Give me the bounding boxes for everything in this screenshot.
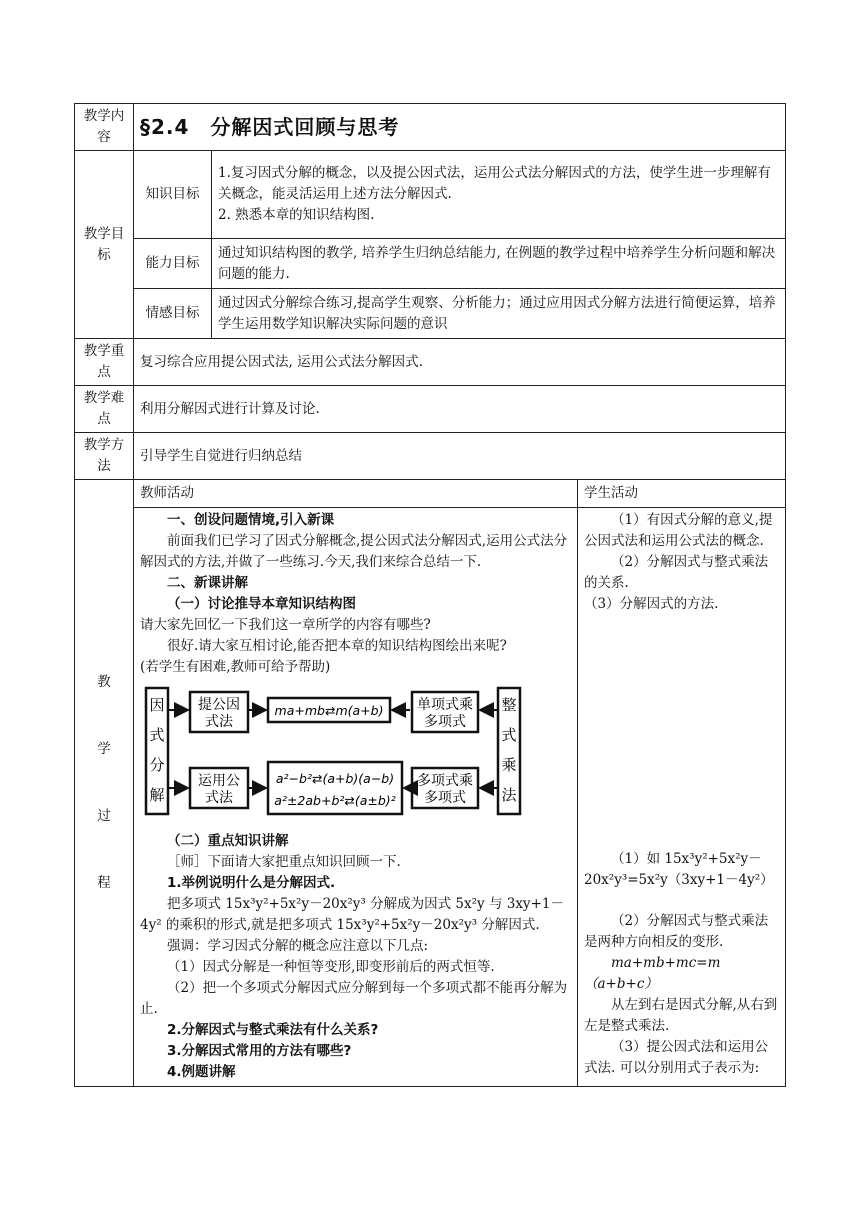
box-b-line1: 运用公	[198, 773, 240, 789]
knowledge-goal-line1: 1.复习因式分解的概念，以及提公因式法，运用公式法分解因式的方法，使学生进一步理解有关概念，能灵活运用上述方法分解因式.	[218, 165, 771, 202]
box-a-line2: 式法	[205, 714, 233, 730]
method-text: 引导学生自觉进行归纳总结	[134, 433, 786, 480]
focus-label: 教学重点	[75, 339, 134, 386]
box-d-line2: 多项式	[424, 790, 466, 806]
student-b5: （3）提公因式法和运用公式法. 可以分别用式子表示为:	[584, 1039, 769, 1076]
box-b-line2: 式法	[205, 790, 233, 806]
heading-3: 3.分解因式常用的方法有哪些?	[167, 1043, 352, 1059]
knowledge-goal-line2: 2. 熟悉本章的知识结构图.	[218, 207, 375, 223]
right-label-char: 乘	[501, 756, 517, 774]
left-label-char: 解	[149, 786, 165, 804]
example-a: 把多项式 15x³y²+5x²y－20x²y³ 分解成为因式 5x²y 与 3xy+1－4y² 的乘积的形式,就是把多项式 15x³y²+5x²y－20x²y³ 分解因式.	[140, 896, 564, 933]
point-2: （2）把一个多项式分解因式应分解到每一个多项式都不能再分解为止.	[140, 980, 568, 1017]
student-b1: （1）如 15x³y²+5x²y－20x²y³=5x²y（3xy+1－4y²）	[584, 851, 774, 888]
process-char: 程	[97, 875, 111, 891]
student-a2: （2）分解因式与整式乘法的关系.	[584, 554, 769, 591]
box-a-line1: 提公因	[198, 697, 240, 713]
section-2-sub2: （二）重点知识讲解	[167, 833, 289, 849]
stress-note: 强调：学习因式分解的概念应注意以下几点:	[167, 938, 429, 954]
heading-1: 1.举例说明什么是分解因式.	[167, 875, 336, 891]
student-activity-header: 学生活动	[578, 480, 786, 508]
goals-label: 教学目标	[75, 151, 134, 339]
question-1: 请大家先回忆一下我们这一章所学的内容有哪些?	[140, 617, 431, 633]
question-3: (若学生有困难,教师可给予帮助)	[140, 659, 331, 675]
difficulty-text: 利用分解因式进行计算及讨论.	[134, 386, 786, 433]
formula-2a: a²−b²⇄(a+b)(a−b)	[275, 771, 395, 786]
process-label	[75, 480, 134, 1087]
focus-text: 复习综合应用提公因式法, 运用公式法分解因式.	[134, 339, 786, 386]
process-char: 过	[97, 808, 111, 824]
student-b3: ma+mb+mc=m（a+b+c）	[584, 955, 721, 992]
knowledge-goal-text	[212, 151, 786, 239]
right-label-char: 式	[501, 726, 517, 744]
process-char: 教	[97, 674, 111, 690]
formula-2b: a²±2ab+b²⇄(a±b)²	[274, 793, 396, 808]
teacher-activity-header: 教师活动	[134, 480, 578, 508]
content-label: 教学内容	[75, 104, 134, 151]
teacher-activity-cell	[134, 508, 578, 1087]
ability-goal-text: 通过知识结构图的教学, 培养学生归纳总结能力, 在例题的教学过程中培养学生分析问题和解决问题的能力.	[212, 239, 786, 289]
knowledge-structure-diagram	[142, 686, 522, 818]
right-label-char: 整	[501, 696, 517, 714]
question-2: 很好.请大家互相讨论,能否把本章的知识结构图绘出来呢?	[167, 638, 507, 654]
lesson-title: §2.4 分解因式回顾与思考	[134, 104, 786, 151]
section-1-title: 一、创设问题情境,引入新课	[167, 512, 335, 528]
lesson-plan-table	[74, 103, 786, 1087]
box-c-line1: 单项式乘	[417, 697, 473, 713]
student-b4: 从左到右是因式分解,从右到左是整式乘法.	[584, 997, 778, 1034]
heading-2: 2.分解因式与整式乘法有什么关系?	[167, 1022, 379, 1038]
section-2-title: 二、新课讲解	[167, 575, 248, 591]
section-2-sub1: （一）讨论推导本章知识结构图	[167, 596, 356, 612]
student-a3: （3）分解因式的方法.	[584, 596, 719, 612]
heading-4: 4.例题讲解	[167, 1064, 236, 1080]
student-activity-cell	[578, 508, 786, 1087]
section-1-text: 前面我们已学习了因式分解概念,提公因式法分解因式,运用公式法分解因式的方法,并做了一些练习.今天,我们来综合总结一下.	[140, 533, 568, 570]
emotion-goal-text: 通过因式分解综合练习,提高学生观察、分析能力；通过应用因式分解方法进行简便运算，培养学生运用数学知识解决实际问题的意识	[212, 289, 786, 339]
left-label-char: 式	[149, 726, 165, 744]
process-char: 学	[97, 741, 111, 757]
left-label-char: 分	[149, 756, 165, 774]
emotion-goal-label: 情感目标	[134, 289, 212, 339]
teacher-review: ［师］下面请大家把重点知识回顾一下.	[167, 854, 401, 870]
student-b2: （2）分解因式与整式乘法是两种方向相反的变形.	[584, 913, 769, 950]
point-1: （1）因式分解是一种恒等变形,即变形前后的两式恒等.	[167, 959, 495, 975]
method-label: 教学方法	[75, 433, 134, 480]
ability-goal-label: 能力目标	[134, 239, 212, 289]
student-a1: （1）有因式分解的意义,提公因式法和运用公式法的概念.	[584, 512, 773, 549]
box-c-line2: 多项式	[424, 714, 466, 730]
formula-1: ma+mb⇄m(a+b)	[274, 703, 384, 718]
right-label-char: 法	[501, 786, 517, 804]
knowledge-goal-label: 知识目标	[134, 151, 212, 239]
left-label-char: 因	[149, 696, 165, 714]
box-d-line1: 多项式乘	[417, 773, 473, 789]
difficulty-label: 教学难点	[75, 386, 134, 433]
